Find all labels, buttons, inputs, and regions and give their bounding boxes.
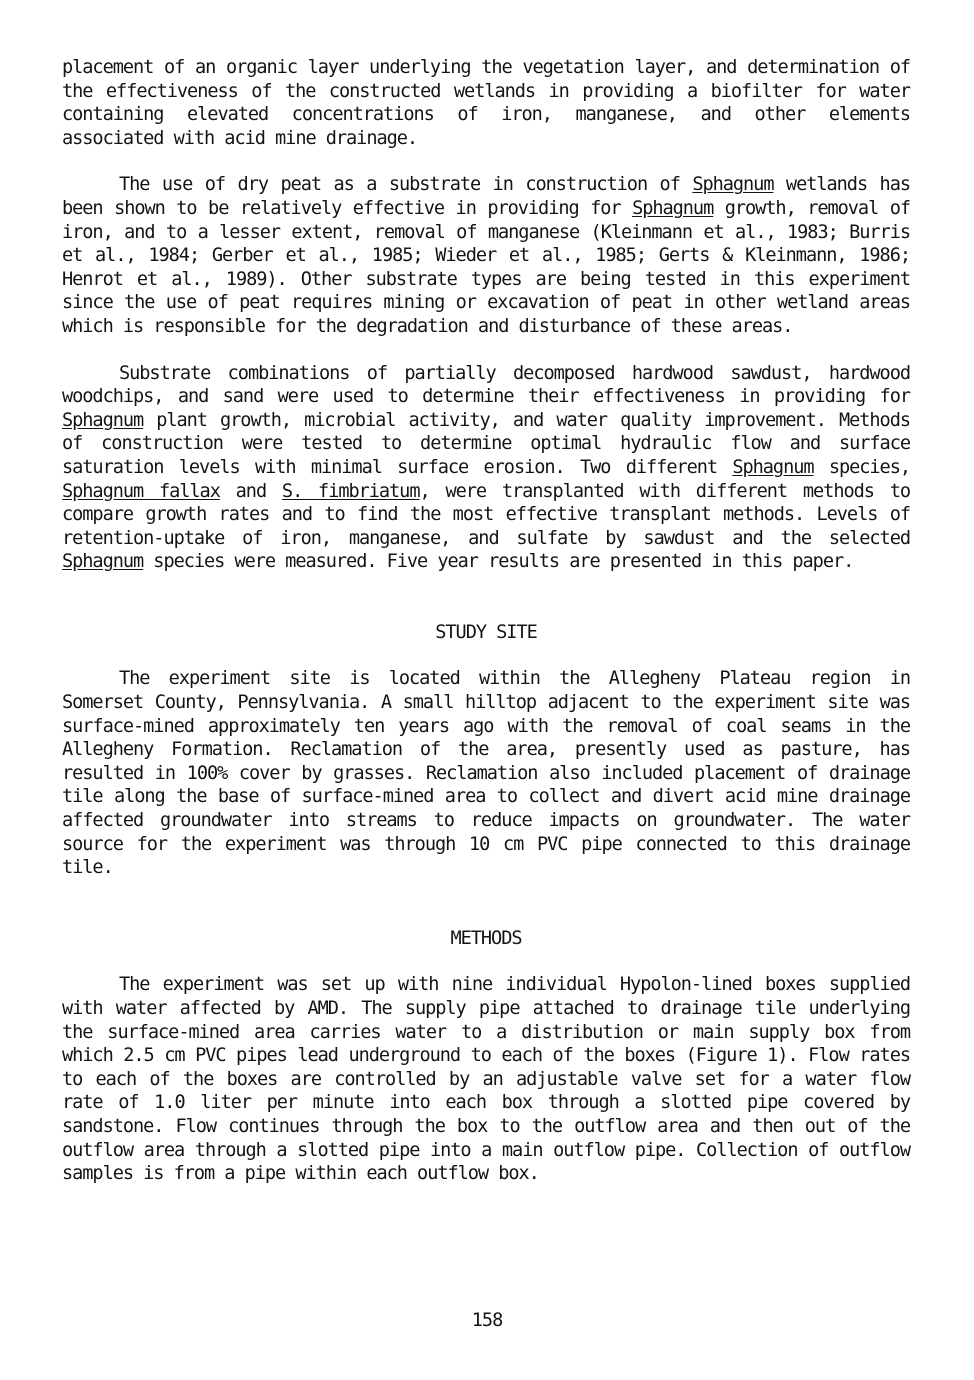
- paragraph-text: The use of dry peat as a substrate in construction of: [119, 174, 693, 196]
- paragraph-text: The experiment site is located within the Allegheny Plateau region in Somerset County, Pennsylvania. A small hilltop adjacent to the experiment site was surface-mined approximately ten years ago with the removal of coal seams in the Allegheny Formation. Reclamation of the area, presently used as pasture, has resulted in 100% cover by grasses. Reclamation also included placement of drainage tile along the base of surface-mined area to collect and divert acid mine drainage affected groundwater into streams to reduce impacts on groundwater. The water source for the experiment was through 10 cm PVC pipe connected to this drainage tile.: [62, 668, 910, 879]
- paragraph-text: Substrate combinations of partially decomposed hardwood sawdust, hardwood woodchips, and sand were used to determine their effectiveness in providing for: [62, 362, 910, 408]
- paragraph-text: placement of an organic layer underlying the vegetation layer, and determination of the effectiveness of the constructed wetlands in providing a biofilter for water containing elevated concentrations of iron, manganese, and other elements associated with acid mine drainage.: [62, 57, 910, 149]
- italic-species-name: Sphagnum: [62, 409, 144, 431]
- section-heading-methods: METHODS: [450, 927, 522, 949]
- italic-species-name: Sphagnum fallax: [62, 480, 220, 502]
- paragraph-intro-continuation: [62, 56, 910, 150]
- paragraph-text: species were measured. Five year results are presented in this paper.: [143, 551, 854, 573]
- italic-species-name: Sphagnum: [692, 174, 774, 196]
- paragraph-peat-substrate: [62, 173, 910, 338]
- paragraph-methods: [62, 973, 910, 1185]
- paragraph-text: wetlands has been shown to be relatively effective in providing for: [62, 174, 910, 219]
- italic-species-name: Sphagnum: [732, 456, 814, 478]
- italic-species-name: Sphagnum: [62, 551, 144, 573]
- paragraph-text: , were transplanted with different methods to compare growth rates and to find the most effective transplant methods. Levels of retention-uptake of iron, manganese, and sulfate by sawdust and the selected: [62, 480, 911, 549]
- paragraph-text: species,: [813, 456, 910, 478]
- paragraph-text: growth, removal of iron, and to a lesser extent, removal of manganese (Kleinmann et al., 1983; Burris et al., 1984; Gerber et al., 1985; Wieder et al., 1985; Gerts & Kleinmann, 1986; Henrot et al., 1989). Other substrate types are being tested in this experiment since the use of peat requires mining or excavation of peat in other wetland areas which is responsible for the degradation and disturbance of these areas.: [62, 197, 910, 337]
- page-number: 158: [471, 1310, 503, 1331]
- paragraph-substrate-combinations: [62, 362, 910, 574]
- paragraph-text: plant growth, microbial activity, and water quality improvement. Methods of construction were tested to determine optimal hydraulic flow and surface saturation levels with minimal surface erosion. Two different: [62, 409, 910, 478]
- page-content: [62, 56, 910, 1186]
- paragraph-text: and: [219, 480, 282, 502]
- paragraph-text: The experiment was set up with nine individual Hypolon-lined boxes supplied with water affected by AMD. The supply pipe attached to drainage tile underlying the surface-mined area carries water to a distribution or main supply box from which 2.5 cm PVC pipes lead underground to each of the boxes (Figure 1). Flow rates to each of the boxes are controlled by an adjustable valve set for a water flow rate of 1.0 liter per minute into each box through a slotted pipe covered by sandstone. Flow continues through the box to the outflow area and then out of the outflow area through a slotted pipe into a main outflow pipe. Collection of outflow samples is from a pipe within each outflow box.: [62, 974, 910, 1185]
- italic-species-name: Sphagnum: [632, 197, 714, 219]
- italic-species-name: S. fimbriatum: [281, 480, 420, 502]
- section-heading-study-site: STUDY SITE: [435, 621, 537, 643]
- paragraph-study-site: [62, 667, 910, 879]
